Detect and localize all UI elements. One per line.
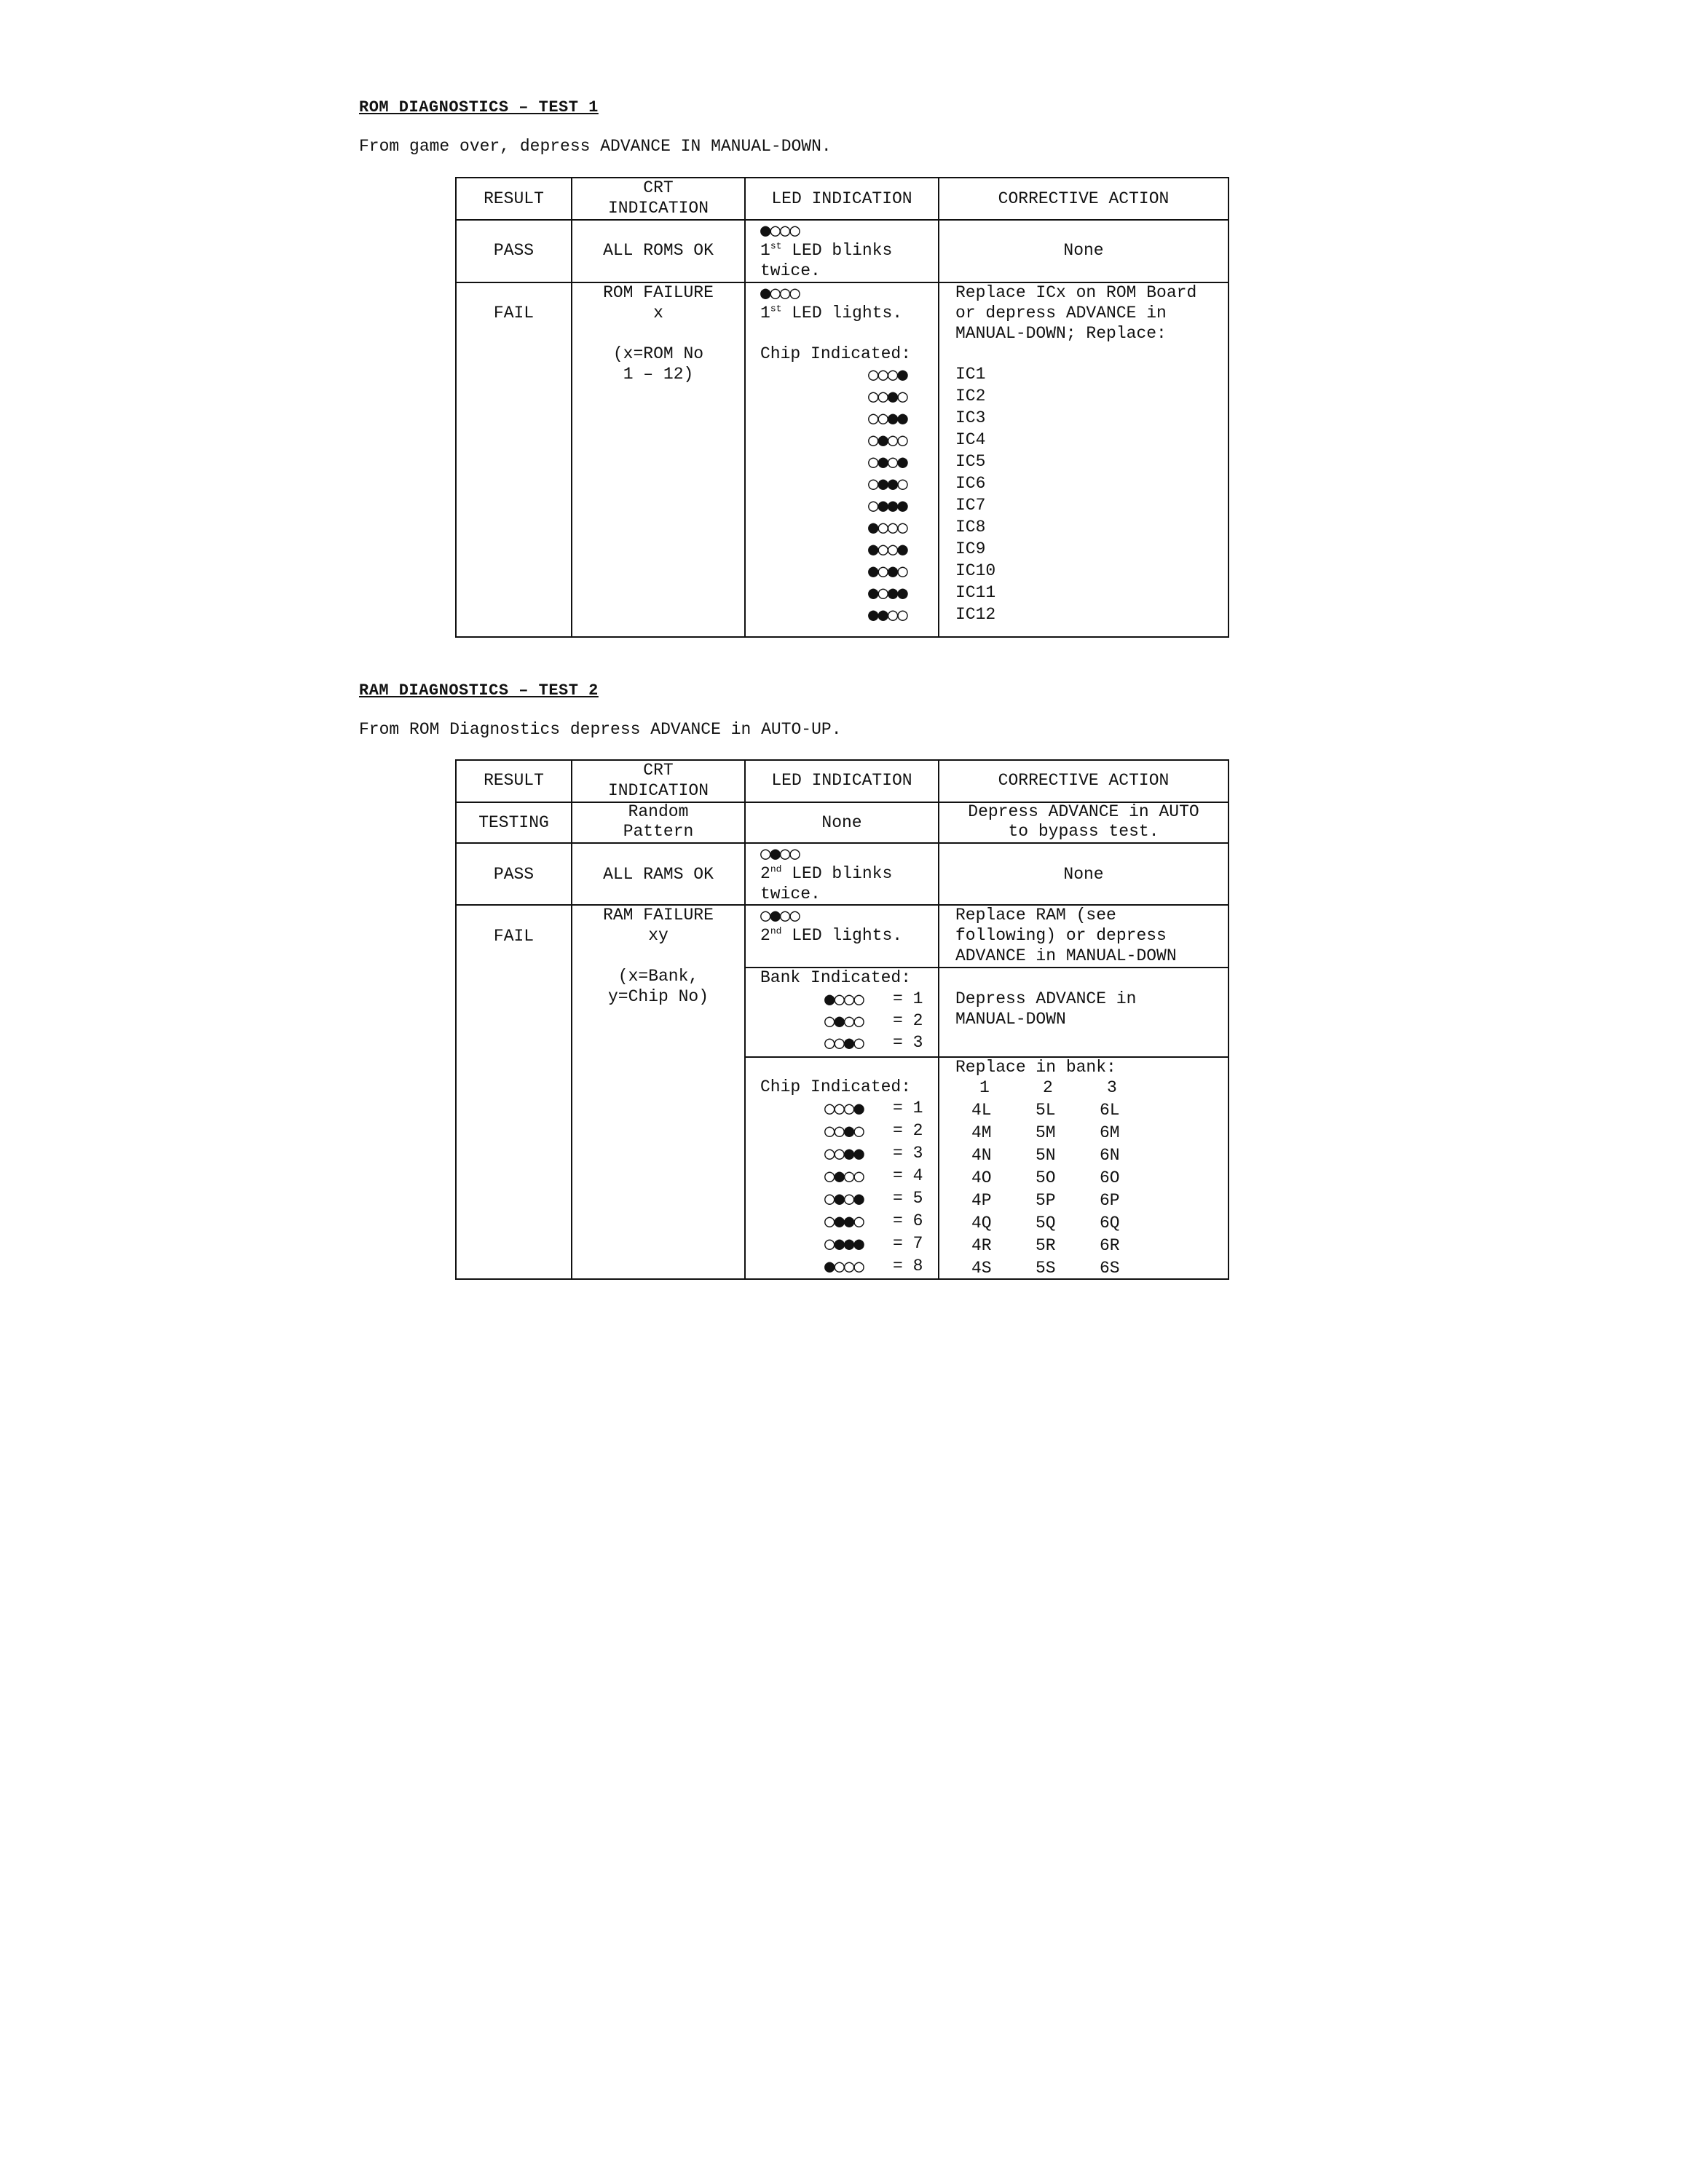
ram-chip-bank3: 6S — [1100, 1259, 1120, 1278]
ram-intro: From ROM Diagnostics depress ADVANCE in AUTO-UP. — [359, 720, 842, 739]
ram-chip-leds: ●○○○ — [824, 1256, 864, 1276]
ram-chip-bank2: 5P — [1036, 1191, 1056, 1210]
ram-chip-bank1: 4S — [971, 1259, 992, 1278]
rom-fail-action-2: or depress ADVANCE in — [955, 304, 1167, 323]
ram-bank-num: = 2 — [893, 1011, 923, 1030]
ram-chip-bank2: 5N — [1036, 1146, 1056, 1165]
ram-pass-led-pattern: ○●○○ — [760, 843, 800, 863]
rom-chip-leds: ●○●● — [868, 582, 907, 603]
ram-chip-num: = 6 — [893, 1211, 923, 1230]
ram-header-result: RESULT — [484, 771, 544, 790]
rom-pass-led-text-2: twice. — [760, 261, 821, 280]
ram-pass-action: None — [1063, 865, 1104, 884]
rom-chip-leds: ○○●○ — [868, 386, 907, 406]
rom-chip-ic: IC5 — [955, 452, 986, 471]
ram-bank-num: = 3 — [893, 1033, 923, 1052]
ram-chip-bank1: 4L — [971, 1101, 992, 1120]
rom-header-action: CORRECTIVE ACTION — [998, 189, 1170, 208]
ram-chip-leds: ○●●○ — [824, 1211, 864, 1231]
rom-header-crt: CRT — [643, 178, 674, 197]
ram-fail-crt-2: xy — [648, 926, 669, 945]
rom-fail-chip-label: Chip Indicated: — [760, 344, 912, 363]
rom-header-led: LED INDICATION — [771, 189, 912, 208]
ram-fail-crt-1: RAM FAILURE — [603, 906, 714, 925]
ram-chip-bank3: 6Q — [1100, 1214, 1120, 1233]
rom-fail-led-pattern: ●○○○ — [760, 282, 800, 303]
ram-chip-leds: ○●●● — [824, 1233, 864, 1254]
rom-pass-result: PASS — [493, 241, 535, 260]
ram-chip-leds: ○○●● — [824, 1143, 864, 1163]
ram-testing-led: None — [821, 813, 862, 832]
ram-chip-leds: ○○○● — [824, 1098, 864, 1118]
ram-header-led: LED INDICATION — [771, 771, 912, 790]
ram-bank-col-1: 1 — [979, 1078, 990, 1097]
ram-chip-bank1: 4O — [971, 1168, 992, 1187]
rom-chip-ic: IC7 — [955, 496, 986, 515]
rom-header-result: RESULT — [484, 189, 544, 208]
ram-chip-bank2: 5O — [1036, 1168, 1056, 1187]
ram-testing-result: TESTING — [478, 813, 549, 832]
ram-testing-action-1: Depress ADVANCE in AUTO — [968, 802, 1199, 821]
ram-bank-leds: ●○○○ — [824, 989, 864, 1009]
ram-bank-col-3: 3 — [1107, 1078, 1117, 1097]
rom-chip-leds: ○●●● — [868, 495, 907, 515]
ram-chip-leds: ○●○● — [824, 1188, 864, 1208]
ram-bank-action-2: MANUAL-DOWN — [955, 1010, 1066, 1029]
rom-intro: From game over, depress ADVANCE IN MANUAL-DOWN. — [359, 137, 832, 156]
rom-chip-leds: ○○●● — [868, 408, 907, 428]
ram-chip-bank1: 4Q — [971, 1214, 992, 1233]
ram-chip-bank3: 6L — [1100, 1101, 1120, 1120]
rom-chip-ic: IC1 — [955, 365, 986, 384]
ram-bank-col-2: 2 — [1043, 1078, 1053, 1097]
ram-pass-crt: ALL RAMS OK — [603, 865, 714, 884]
ram-chip-bank1: 4N — [971, 1146, 992, 1165]
ram-chip-bank2: 5S — [1036, 1259, 1056, 1278]
rom-chip-ic: IC10 — [955, 561, 996, 580]
rom-chip-ic: IC3 — [955, 408, 986, 427]
rom-pass-action: None — [1063, 241, 1104, 260]
ram-chip-num: = 5 — [893, 1189, 923, 1208]
rom-heading: ROM DIAGNOSTICS – TEST 1 — [359, 98, 599, 116]
rom-chip-leds: ○●○○ — [868, 430, 907, 450]
ram-header-crt-2: INDICATION — [607, 781, 709, 800]
rom-chip-ic: IC9 — [955, 539, 986, 558]
ram-chip-bank2: 5M — [1036, 1123, 1056, 1142]
rom-chip-leds: ●●○○ — [868, 604, 907, 625]
ram-fail-action-2: following) or depress — [955, 926, 1167, 945]
ram-chip-num: = 8 — [893, 1257, 923, 1275]
ram-heading: RAM DIAGNOSTICS – TEST 2 — [359, 681, 599, 700]
rom-chip-leds: ●○○● — [868, 539, 907, 559]
rom-header-crt-2: INDICATION — [607, 199, 709, 218]
ram-chip-bank2: 5Q — [1036, 1214, 1056, 1233]
rom-chip-ic: IC8 — [955, 518, 986, 537]
ram-chip-bank2: 5R — [1036, 1236, 1056, 1255]
ram-chip-num: = 4 — [893, 1166, 923, 1185]
ram-chip-leds: ○○●○ — [824, 1120, 864, 1141]
ram-chip-label: Chip Indicated: — [760, 1077, 912, 1096]
ram-pass-led-text-2: twice. — [760, 885, 821, 903]
ram-chip-bank1: 4P — [971, 1191, 992, 1210]
ram-chip-num: = 7 — [893, 1234, 923, 1253]
ram-fail-led-text: 2nd LED lights. — [760, 925, 903, 945]
rom-pass-led-text: 1st LED blinks — [760, 240, 893, 260]
rom-fail-crt-2: x — [653, 304, 663, 323]
ram-chip-bank1: 4R — [971, 1236, 992, 1255]
ram-chip-bank3: 6P — [1100, 1191, 1120, 1210]
rom-chip-ic: IC11 — [955, 583, 996, 602]
ram-testing-crt-1: Random — [628, 802, 689, 821]
rom-chip-ic: IC12 — [955, 605, 996, 624]
rom-chip-leds: ●○○○ — [868, 517, 907, 537]
ram-header-crt: CRT — [643, 761, 674, 780]
ram-fail-crt-3: (x=Bank, — [618, 967, 699, 986]
ram-bank-num: = 1 — [893, 989, 923, 1008]
ram-fail-action-1: Replace RAM (see — [955, 906, 1116, 925]
rom-fail-led-text: 1st LED lights. — [760, 303, 903, 323]
ram-chip-num: = 3 — [893, 1144, 923, 1163]
ram-pass-led-text: 2nd LED blinks — [760, 863, 893, 883]
rom-fail-action-1: Replace ICx on ROM Board — [955, 283, 1197, 302]
ram-bank-leds: ○○●○ — [824, 1032, 864, 1053]
rom-fail-result: FAIL — [493, 304, 535, 323]
ram-chip-bank3: 6M — [1100, 1123, 1120, 1142]
ram-replace-label: Replace in bank: — [955, 1058, 1116, 1077]
ram-chip-bank3: 6O — [1100, 1168, 1120, 1187]
ram-chip-bank3: 6R — [1100, 1236, 1120, 1255]
rom-pass-led-pattern: ●○○○ — [760, 220, 800, 240]
ram-pass-result: PASS — [493, 865, 535, 884]
rom-fail-crt-1: ROM FAILURE — [603, 283, 714, 302]
rom-fail-crt-3: (x=ROM No — [612, 344, 704, 363]
ram-chip-num: = 1 — [893, 1099, 923, 1117]
ram-testing-action-2: to bypass test. — [1008, 822, 1159, 841]
ram-chip-bank2: 5L — [1036, 1101, 1056, 1120]
rom-chip-leds: ○○○● — [868, 364, 907, 384]
rom-pass-crt: ALL ROMS OK — [603, 241, 714, 260]
ram-fail-result: FAIL — [493, 927, 535, 946]
ram-chip-leds: ○●○○ — [824, 1166, 864, 1186]
rom-chip-leds: ○●●○ — [868, 473, 907, 494]
ram-fail-led-pattern: ○●○○ — [760, 905, 800, 925]
rom-chip-ic: IC6 — [955, 474, 986, 493]
rom-chip-leds: ●○●○ — [868, 561, 907, 581]
rom-chip-leds: ○●○● — [868, 451, 907, 472]
rom-chip-ic: IC4 — [955, 430, 986, 449]
ram-fail-crt-4: y=Chip No) — [607, 987, 709, 1006]
ram-bank-leds: ○●○○ — [824, 1010, 864, 1031]
ram-chip-bank1: 4M — [971, 1123, 992, 1142]
ram-bank-action-1: Depress ADVANCE in — [955, 989, 1137, 1008]
ram-testing-crt-2: Pattern — [623, 822, 694, 841]
ram-fail-action-3: ADVANCE in MANUAL-DOWN — [955, 946, 1177, 965]
ram-header-action: CORRECTIVE ACTION — [998, 771, 1170, 790]
rom-fail-crt-4: 1 – 12) — [623, 365, 694, 384]
rom-chip-ic: IC2 — [955, 387, 986, 405]
ram-chip-num: = 2 — [893, 1121, 923, 1140]
ram-bank-label: Bank Indicated: — [760, 968, 912, 987]
ram-chip-bank3: 6N — [1100, 1146, 1120, 1165]
rom-fail-action-3: MANUAL-DOWN; Replace: — [955, 324, 1167, 343]
